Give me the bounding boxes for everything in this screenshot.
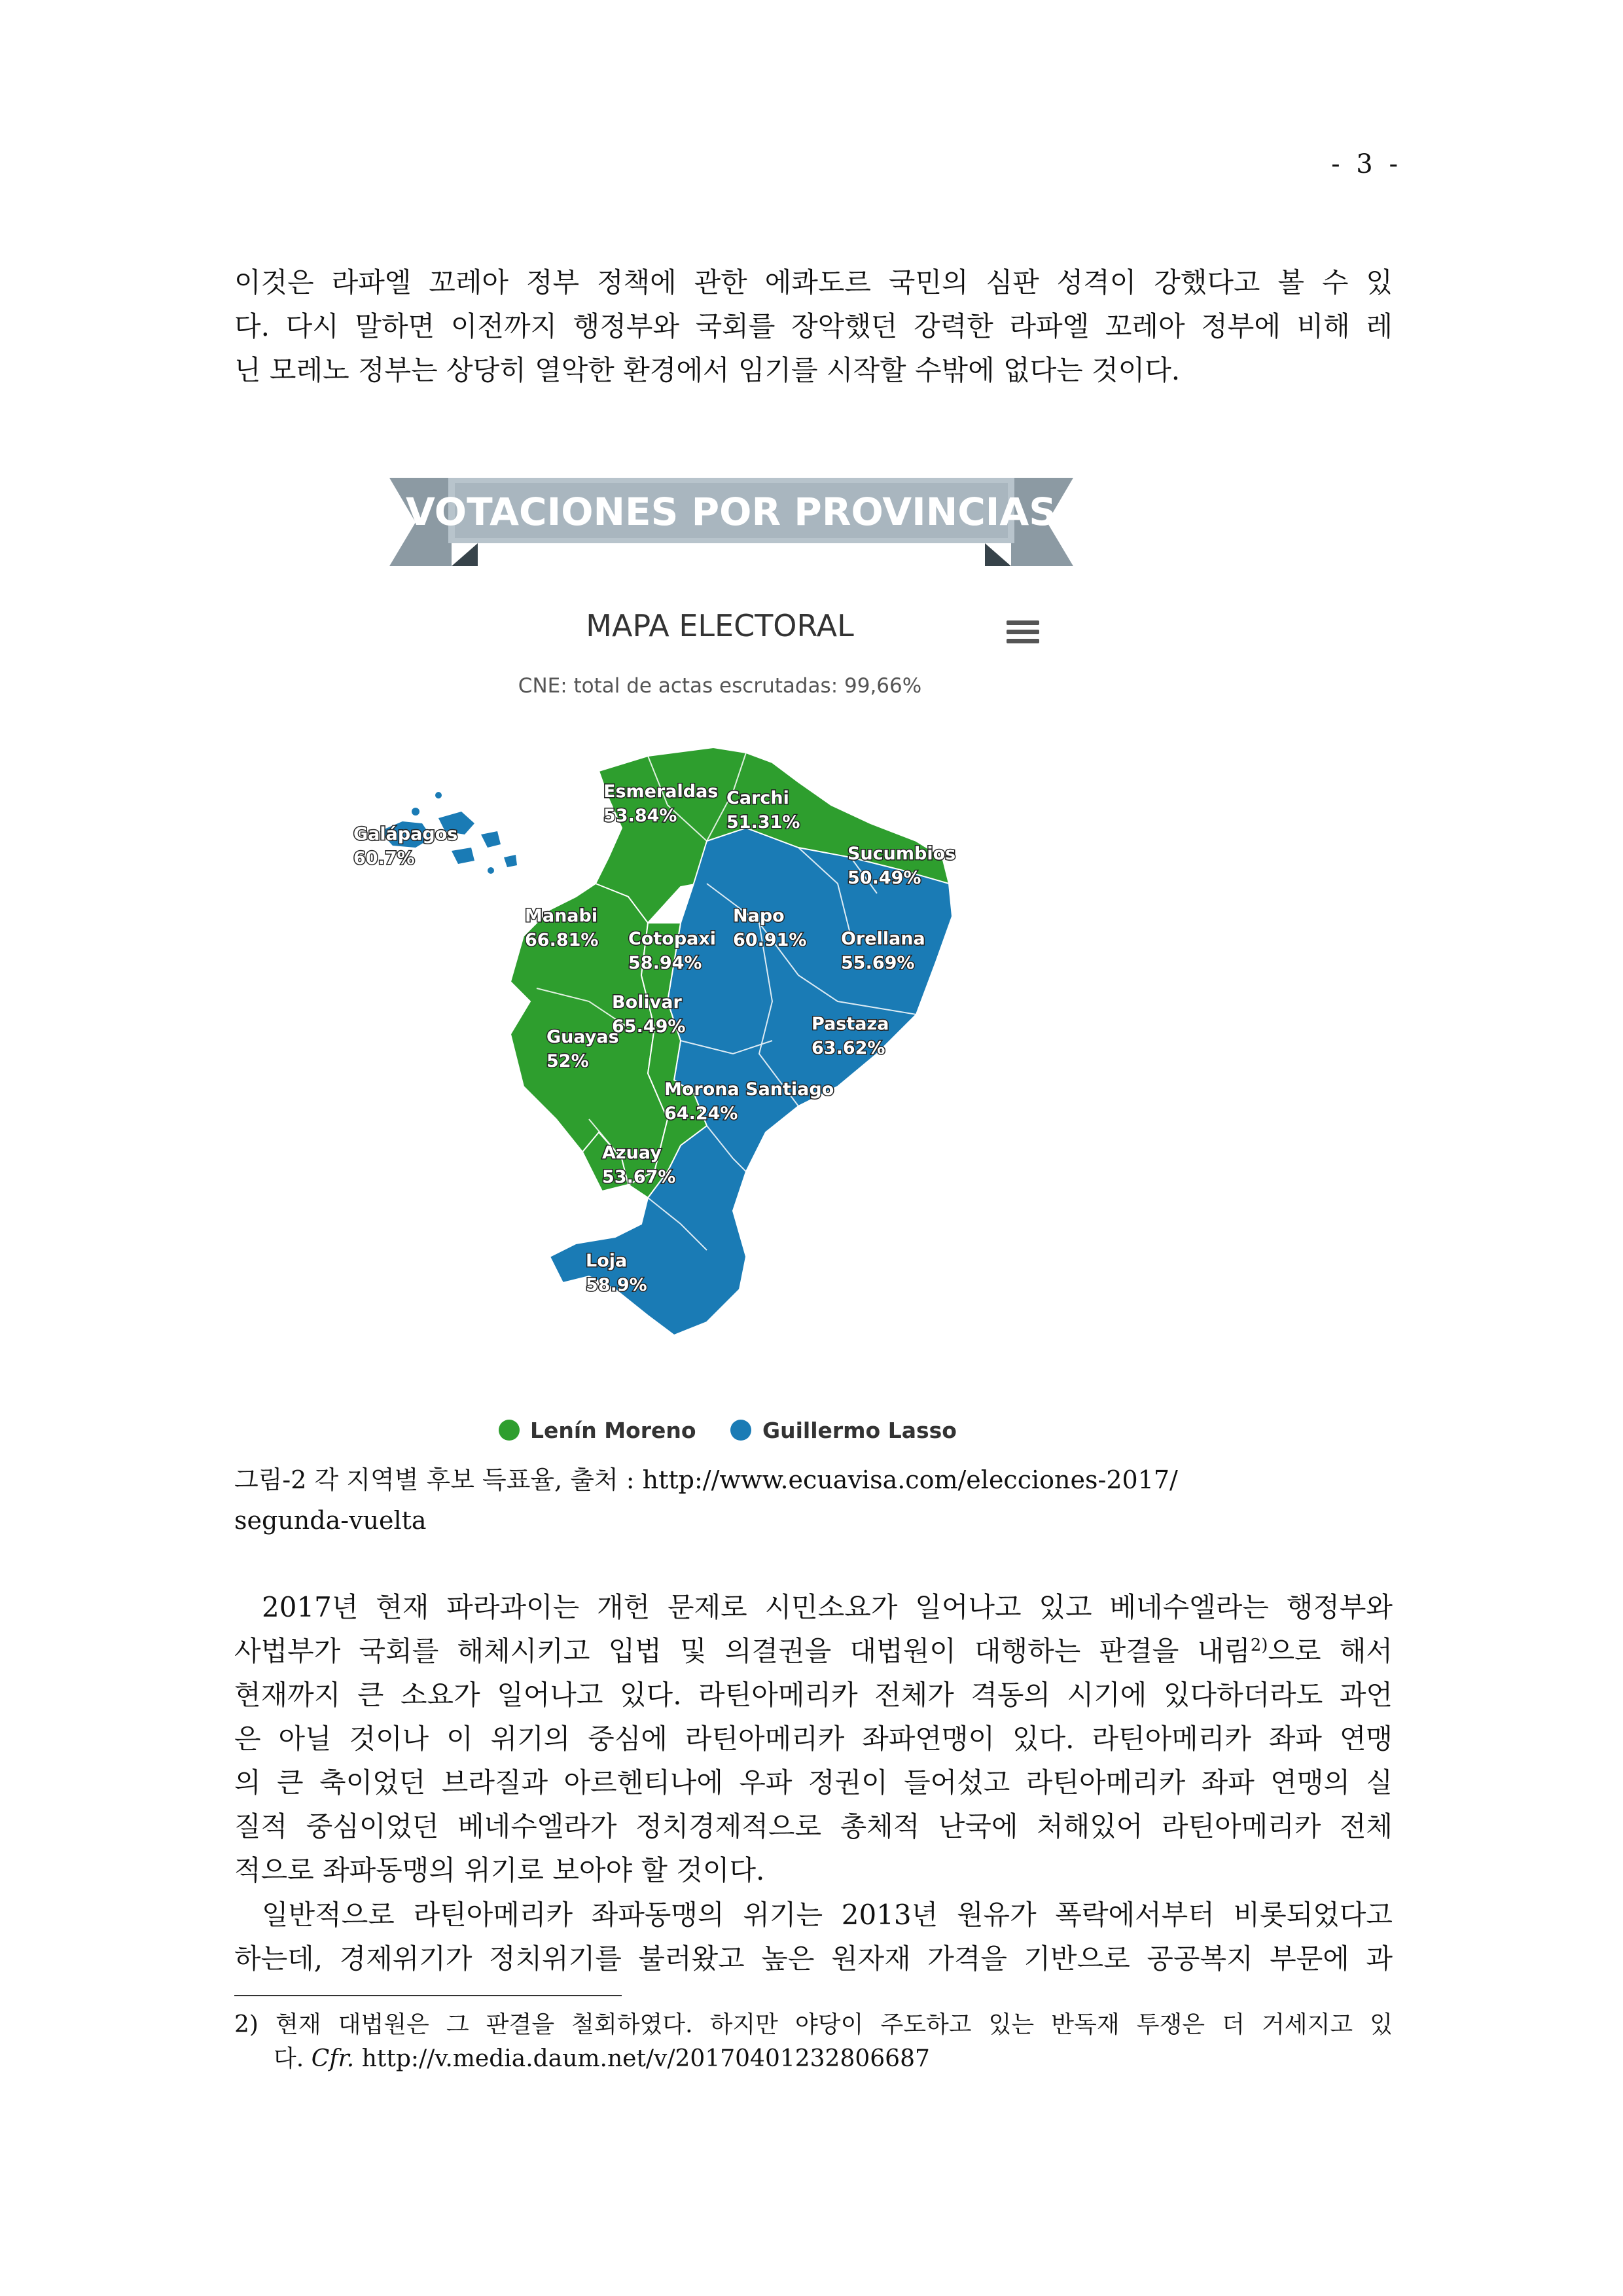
figure-caption [234,1460,1412,1541]
province-value: 60.91% [733,930,807,950]
text-line: 이것은 라파엘 꼬레아 정부 정책에 관한 에콰도르 국민의 심판 성격이 강했다고 볼 수 있 [234,266,1393,298]
province-name: Bolivar [612,992,682,1013]
map-subtitle: CNE: total de actas escrutadas: 99,66% [518,674,922,698]
province-value: 51.31% [726,812,800,833]
electoral-map-figure [340,465,1126,1460]
legend-label-lasso[interactable]: Guillermo Lasso [762,1418,957,1443]
text-line: 일반적으로 라틴아메리카 좌파동맹의 위기는 2013년 원유가 폭락에서부터 비롯되었다고 [262,1899,1393,1931]
footnote-text: 다. [274,2045,304,2072]
province-name: Carchi [726,788,789,808]
province-name: Sucumbios [847,844,956,864]
province-value: 63.62% [812,1038,885,1058]
province-value: 55.69% [841,953,915,973]
province-name: Cotopaxi [628,929,717,949]
paragraph-1 [234,260,1393,392]
province-value: 58.94% [628,953,702,973]
text-line: 2017년 현재 파라과이는 개헌 문제로 시민소요가 일어나고 있고 베네수엘라는 행정부와 [262,1591,1393,1623]
footnote-divider [234,1995,622,1996]
text-line [234,1629,1393,1673]
legend-marker-moreno [499,1420,520,1441]
caption-line: 그림-2 각 지역별 후보 득표율, 출처 : http://www.ecuavisa.com/elecciones-2017/ [234,1465,1178,1494]
province-name: Esmeraldas [603,781,719,802]
text-line: 하는데, 경제위기가 정치위기를 불러왔고 높은 원자재 가격을 기반으로 공공복지 부문에 과 [234,1943,1393,1975]
footnote [234,2008,1393,2076]
province-value: 60.7% [353,848,415,869]
province-name: Guayas [546,1027,619,1047]
province-value: 64.24% [664,1103,738,1124]
text-segment: 사법부가 국회를 해체시키고 입법 및 의결권을 대법원이 대행하는 판결을 내림 [234,1635,1251,1667]
paragraph-3 [234,1893,1393,1981]
province-name: Orellana [841,929,925,949]
province-name: Galápagos [353,824,458,844]
province-name: Azuay [602,1143,662,1163]
province-name: Napo [733,906,785,926]
text-line: 질적 중심이었던 베네수엘라가 정치경제적으로 총체적 난국에 처해있어 라틴아메리카 전체 [234,1810,1393,1842]
province-value: 53.84% [603,806,677,826]
footnote-cfr: Cfr. [311,2045,355,2072]
footnote-line [234,2042,1393,2076]
text-line: 의 큰 축이었던 브라질과 아르헨티나에 우파 정권이 들어섰고 라틴아메리카 좌파 연맹의 실 [234,1767,1393,1799]
province-value: 65.49% [612,1016,686,1037]
text-line: 은 아닐 것이나 이 위기의 중심에 라틴아메리카 좌파연맹이 있다. 라틴아메리카 좌파 연맹 [234,1723,1393,1755]
banner [389,478,1073,566]
page-number: - 3 - [1331,149,1402,179]
text-line: 현재까지 큰 소요가 일어나고 있다. 라틴아메리카 전체가 격동의 시기에 있다하더라도 과언 [234,1679,1393,1711]
footnote-line: 2) 현재 대법원은 그 판결을 철회하였다. 하지만 야당이 주도하고 있는 반독재 투쟁은 더 거세지고 있 [234,2011,1393,2038]
text-line: 닌 모레노 정부는 상당히 열악한 환경에서 임기를 시작할 수밖에 없다는 것이다. [234,354,1181,386]
map-legend [499,1418,957,1443]
province-value: 50.49% [847,868,921,888]
text-line: 다. 다시 말하면 이전까지 행정부와 국회를 장악했던 강력한 라파엘 꼬레아 정부에 비해 레 [234,310,1393,342]
paragraph-2 [234,1585,1393,1892]
province-value: 66.81% [525,930,599,950]
text-segment: 으로 해서 [1268,1635,1393,1667]
footnote-ref[interactable]: 2) [1250,1636,1268,1655]
banner-title: VOTACIONES POR PROVINCIAS [405,490,1057,534]
province-name: Pastaza [812,1014,889,1034]
map-title: MAPA ELECTORAL [586,608,854,643]
province-name: Manabi [525,906,598,926]
province-name: Loja [586,1251,628,1271]
province-value: 52% [546,1051,589,1071]
footnote-link[interactable]: http://v.media.daum.net/v/20170401232806687 [361,2045,930,2072]
legend-marker-lasso [730,1420,751,1441]
province-value: 53.67% [602,1167,676,1187]
province-name: Morona Santiago [664,1079,834,1100]
hamburger-menu-icon[interactable] [1007,620,1039,643]
text-line: 적으로 좌파동맹의 위기로 보아야 할 것이다. [234,1854,765,1886]
province-value: 58.9% [586,1275,647,1295]
legend-label-moreno[interactable]: Lenín Moreno [530,1418,696,1443]
electoral-map [340,465,1126,1460]
caption-line: segunda-vuelta [234,1506,427,1535]
